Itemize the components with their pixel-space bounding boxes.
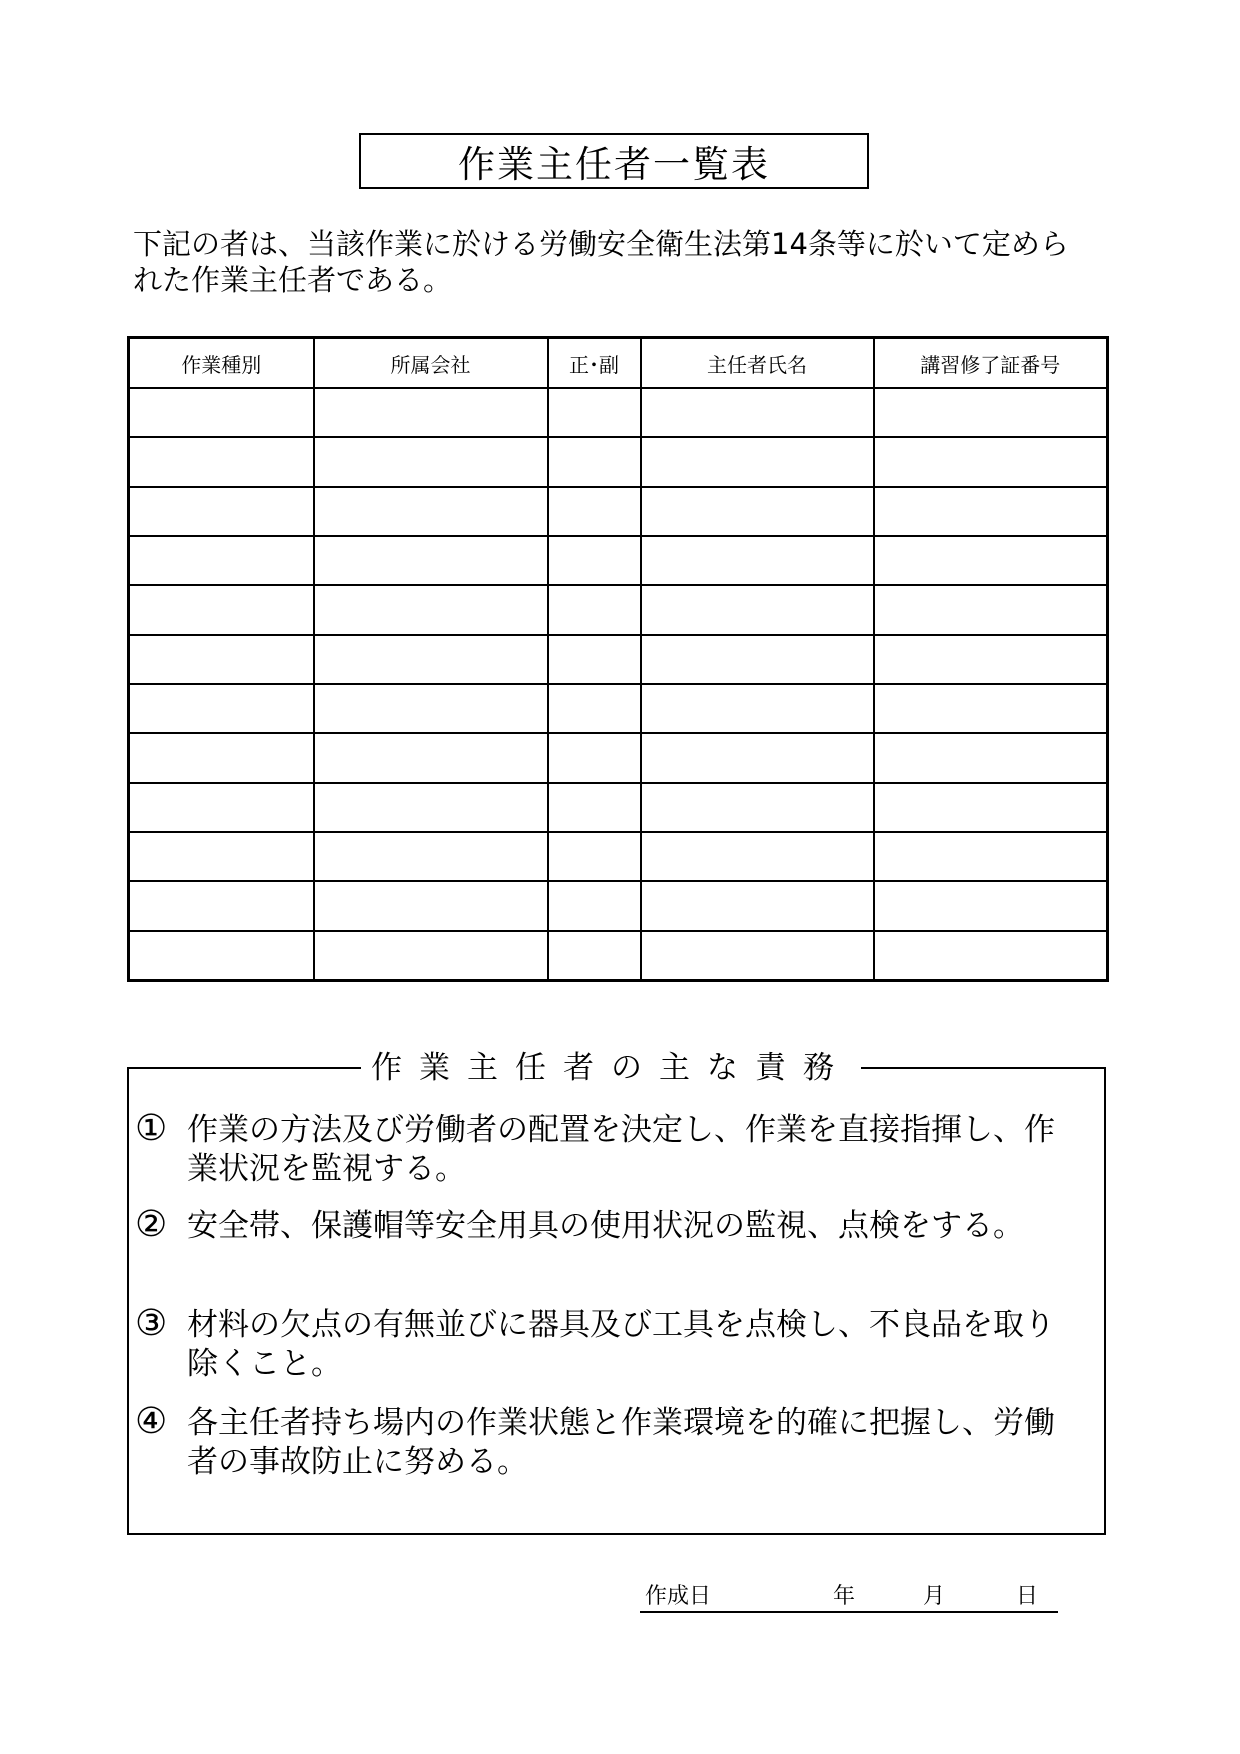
duty-number: ③ — [135, 1303, 168, 1344]
intro-text: 下記の者は、当該作業に於ける労働安全衛生法第14条等に於いて定められた作業主任者である。 — [133, 227, 1069, 297]
cell-supervisor-name[interactable] — [641, 931, 874, 981]
table-row — [129, 585, 1108, 634]
cell-supervisor-name[interactable] — [641, 783, 874, 832]
cell-work-type[interactable] — [129, 832, 314, 881]
cell-certificate-number[interactable] — [874, 783, 1108, 832]
duty-item-4 — [135, 1401, 1075, 1482]
creation-date-field[interactable] — [640, 1577, 1058, 1613]
cell-work-type[interactable] — [129, 388, 314, 437]
cell-certificate-number[interactable] — [874, 437, 1108, 486]
cell-supervisor-name[interactable] — [641, 832, 874, 881]
table-row — [129, 684, 1108, 733]
cell-certificate-number[interactable] — [874, 881, 1108, 930]
cell-primary-secondary[interactable] — [548, 783, 641, 832]
cell-company[interactable] — [314, 733, 548, 782]
cell-company[interactable] — [314, 388, 548, 437]
header-certificate-number: 講習修了証番号 — [874, 338, 1108, 389]
header-work-type: 作業種別 — [129, 338, 314, 389]
cell-company[interactable] — [314, 931, 548, 981]
cell-primary-secondary[interactable] — [548, 536, 641, 585]
cell-supervisor-name[interactable] — [641, 536, 874, 585]
cell-primary-secondary[interactable] — [548, 487, 641, 536]
table-row — [129, 437, 1108, 486]
duties-box — [127, 1050, 1106, 1535]
duty-number: ① — [135, 1108, 168, 1149]
cell-certificate-number[interactable] — [874, 832, 1108, 881]
cell-company[interactable] — [314, 881, 548, 930]
document-title: 作業主任者一覧表 — [359, 133, 869, 189]
table-row — [129, 487, 1108, 536]
cell-supervisor-name[interactable] — [641, 585, 874, 634]
cell-supervisor-name[interactable] — [641, 487, 874, 536]
table-row — [129, 832, 1108, 881]
cell-certificate-number[interactable] — [874, 684, 1108, 733]
cell-primary-secondary[interactable] — [548, 931, 641, 981]
cell-supervisor-name[interactable] — [641, 437, 874, 486]
table-row — [129, 881, 1108, 930]
cell-company[interactable] — [314, 684, 548, 733]
cell-work-type[interactable] — [129, 931, 314, 981]
cell-company[interactable] — [314, 783, 548, 832]
cell-certificate-number[interactable] — [874, 388, 1108, 437]
table-row — [129, 783, 1108, 832]
cell-certificate-number[interactable] — [874, 487, 1108, 536]
cell-primary-secondary[interactable] — [548, 635, 641, 684]
cell-primary-secondary[interactable] — [548, 388, 641, 437]
cell-work-type[interactable] — [129, 585, 314, 634]
cell-certificate-number[interactable] — [874, 733, 1108, 782]
table-row — [129, 388, 1108, 437]
duty-item-1 — [135, 1108, 1075, 1189]
header-company: 所属会社 — [314, 338, 548, 389]
cell-supervisor-name[interactable] — [641, 388, 874, 437]
header-primary-secondary: 正･副 — [548, 338, 641, 389]
cell-work-type[interactable] — [129, 684, 314, 733]
duty-text: 各主任者持ち場内の作業状態と作業環境を的確に把握し、労働者の事故防止に努める。 — [187, 1405, 1055, 1480]
cell-primary-secondary[interactable] — [548, 832, 641, 881]
cell-supervisor-name[interactable] — [641, 684, 874, 733]
cell-work-type[interactable] — [129, 881, 314, 930]
duties-heading: 作業主任者の主な責務 — [361, 1043, 861, 1093]
table-row — [129, 536, 1108, 585]
cell-certificate-number[interactable] — [874, 536, 1108, 585]
month-label: 月 — [923, 1584, 946, 1609]
cell-company[interactable] — [314, 832, 548, 881]
table-body — [129, 388, 1108, 981]
table-row — [129, 733, 1108, 782]
cell-work-type[interactable] — [129, 733, 314, 782]
cell-supervisor-name[interactable] — [641, 881, 874, 930]
cell-certificate-number[interactable] — [874, 635, 1108, 684]
cell-certificate-number[interactable] — [874, 585, 1108, 634]
duty-text: 作業の方法及び労働者の配置を決定し、作業を直接指揮し、作業状況を監視する。 — [187, 1112, 1055, 1187]
duty-number: ④ — [135, 1401, 168, 1442]
cell-work-type[interactable] — [129, 536, 314, 585]
duty-item-2 — [135, 1204, 1075, 1246]
duty-number: ② — [135, 1204, 168, 1245]
cell-company[interactable] — [314, 536, 548, 585]
cell-work-type[interactable] — [129, 783, 314, 832]
cell-company[interactable] — [314, 437, 548, 486]
cell-company[interactable] — [314, 487, 548, 536]
day-label: 日 — [1016, 1584, 1039, 1609]
cell-primary-secondary[interactable] — [548, 733, 641, 782]
cell-company[interactable] — [314, 585, 548, 634]
cell-work-type[interactable] — [129, 437, 314, 486]
cell-supervisor-name[interactable] — [641, 733, 874, 782]
table-header-row — [129, 338, 1108, 389]
cell-work-type[interactable] — [129, 487, 314, 536]
table-row — [129, 635, 1108, 684]
cell-certificate-number[interactable] — [874, 931, 1108, 981]
cell-primary-secondary[interactable] — [548, 684, 641, 733]
table-row — [129, 931, 1108, 981]
cell-supervisor-name[interactable] — [641, 635, 874, 684]
cell-company[interactable] — [314, 635, 548, 684]
duty-text: 安全帯、保護帽等安全用具の使用状況の監視、点検をする。 — [187, 1208, 1024, 1244]
duty-item-3 — [135, 1303, 1075, 1384]
cell-primary-secondary[interactable] — [548, 437, 641, 486]
supervisor-table — [127, 336, 1109, 982]
cell-primary-secondary[interactable] — [548, 585, 641, 634]
year-label: 年 — [833, 1584, 856, 1609]
cell-primary-secondary[interactable] — [548, 881, 641, 930]
cell-work-type[interactable] — [129, 635, 314, 684]
header-supervisor-name: 主任者氏名 — [641, 338, 874, 389]
duty-text: 材料の欠点の有無並びに器具及び工具を点検し、不良品を取り除くこと。 — [187, 1307, 1055, 1382]
creation-date-label: 作成日 — [645, 1584, 712, 1609]
